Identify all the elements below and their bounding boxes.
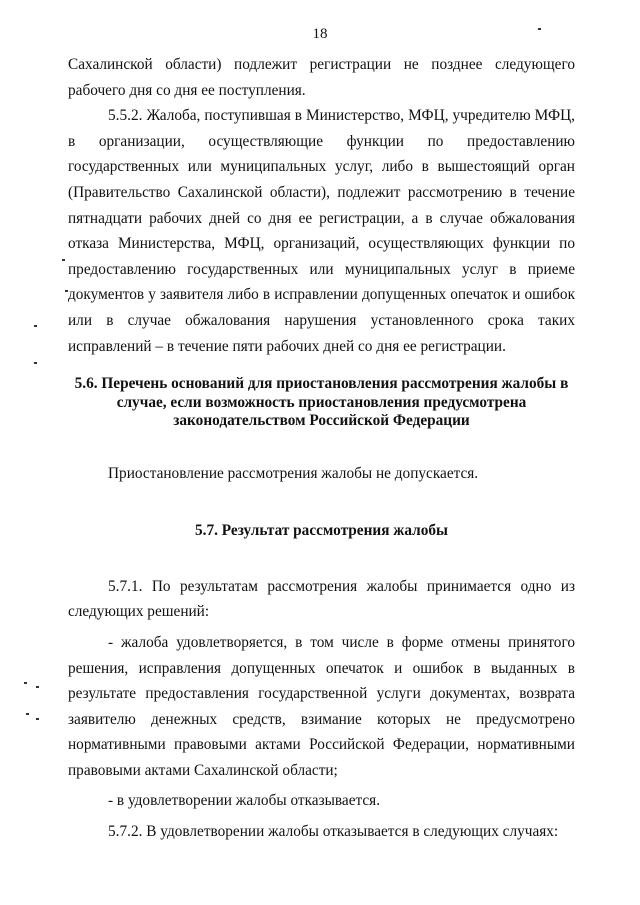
paragraph-suspension: Приостановление рассмотрения жалобы не допускается.: [108, 464, 479, 482]
scan-speck: [34, 325, 37, 327]
scan-speck: [36, 718, 39, 720]
list-item-satisfied: - жалоба удовлетворяется, в том числе в форме отмены принятого решения, исправления допущенных опечаток и ошибок в выданных в результате предоставления государственной услуги документах, возврата заявителю денежных средств, взимание которых не предусмотрено нормативными правовыми актами Российской Федерации, нормативными правовыми актами Сахалинской области;: [68, 633, 575, 779]
paragraph-continuation: Сахалинской области) подлежит регистрации не позднее следующего рабочего дня со дня ее поступления.: [68, 56, 575, 99]
scan-speck: [24, 682, 27, 684]
scan-speck: [65, 290, 68, 292]
scan-speck: [34, 362, 37, 364]
scan-speck: [538, 28, 541, 30]
section-heading-5-7: 5.7. Результат рассмотрения жалобы: [195, 522, 448, 540]
paragraph-5-5-2: 5.5.2. Жалоба, поступившая в Министерство, МФЦ, учредителю МФЦ, в организации, осуществляющие функции по предоставлению государственных или муниципальных услуг, либо в вышестоящий орган (Правительство Сахалинской области), подлежит рассмотрению в течение пятнадцати рабочих дней со дня ее регистрации, а в случае обжалования отказа Министерства, МФЦ, организаций, осуществляющих функции по предоставлению государственных или муниципальных услуг в приеме документов у заявителя либо в исправлении допущенных опечаток и ошибок или в случае обжалования нарушения установленного срока таких исправлений – в течение пяти рабочих дней со дня ее регистрации.: [68, 107, 575, 355]
scan-speck: [62, 259, 65, 261]
paragraph-5-7-1: 5.7.1. По результатам рассмотрения жалобы принимается одно из следующих решений:: [68, 577, 575, 621]
page-number: 18: [312, 26, 328, 42]
document-body: [68, 52, 575, 845]
scan-speck: [36, 686, 39, 688]
paragraph-5-7-2: 5.7.2. В удовлетворении жалобы отказывается в следующих случаях:: [108, 823, 559, 841]
section-heading-5-6: 5.6. Перечень оснований для приостановления рассмотрения жалобы в случае, если возможность приостановления предусмотрена законодательством Российской Федерации: [74, 375, 569, 430]
scan-speck: [26, 713, 29, 715]
list-item-refused: - в удовлетворении жалобы отказывается.: [108, 792, 381, 810]
